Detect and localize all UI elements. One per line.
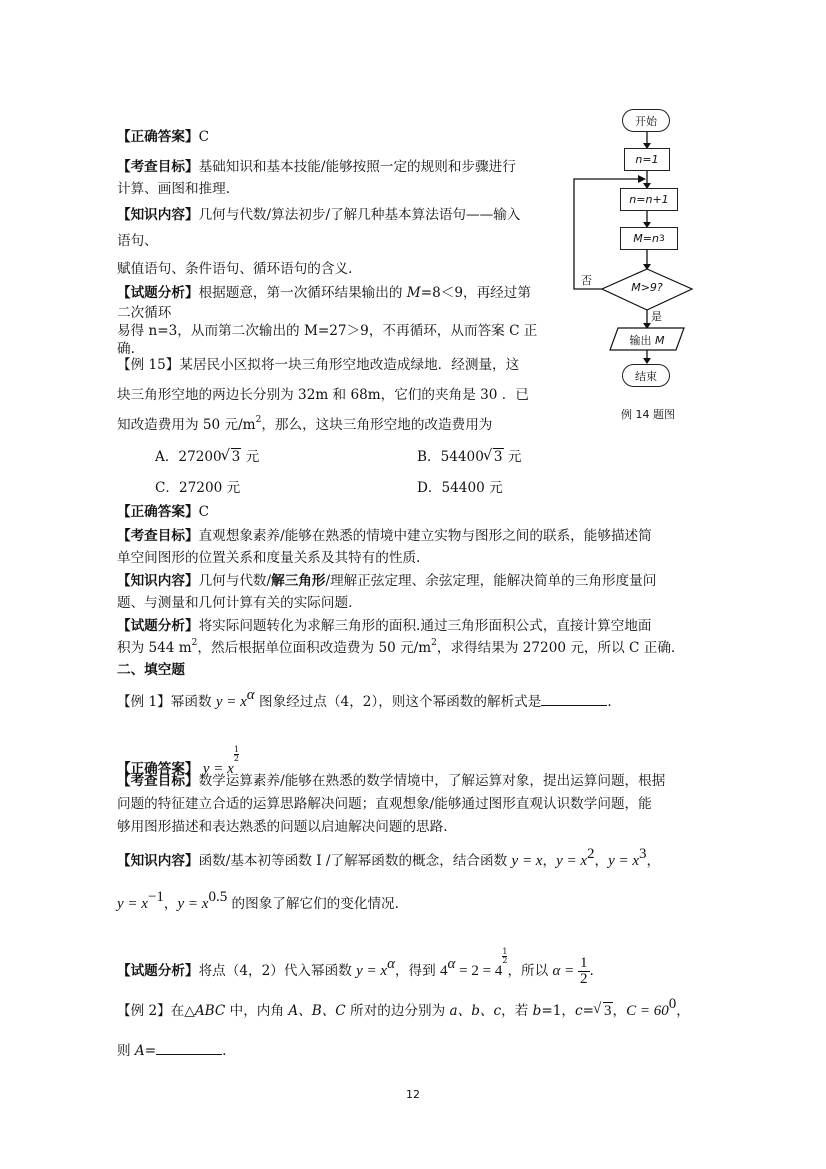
fill1-goal-line-2: 问题的特征建立合适的运算思路解决问题；直观想象/能够通过图形直观认识数学问题，能 (117, 796, 652, 812)
flow-end-label: 结束 (635, 369, 657, 383)
var-c: c (575, 1003, 583, 1019)
numerator: 1 (233, 745, 239, 754)
ex14-goal-line-2: 计算、画图和推理. (117, 181, 231, 197)
flowchart (570, 100, 720, 430)
goal-text: 数学运算素养/能够在熟悉的数学情境中，了解运算对象，提出运算问题，根据 (198, 773, 666, 789)
ex15-goal-line-2: 单空间图形的位置关系和度量关系及其特有的性质. (117, 550, 421, 566)
flow-condition-label: M>9? (631, 281, 663, 294)
knowledge-text: 几何与代数/ (198, 573, 272, 589)
func-2-exp: 2 (587, 846, 595, 862)
func-2: y = x (556, 853, 587, 869)
math-expr: 4 (440, 963, 448, 979)
answer-blank (541, 693, 607, 706)
math-expr: y = x (202, 761, 234, 777)
superscript: 2 (431, 638, 437, 648)
fill2-stem-line-1 (117, 996, 690, 1020)
radical (484, 448, 504, 466)
analysis-label: 【试题分析】 (117, 963, 199, 979)
fill1-knowledge-line-1: 【知识内容】函数/基本初等函数 I /了解幂函数的概念，结合函数 y = x，$y = x^2$，$y = x^3$， (117, 846, 661, 869)
ex15-goal-line-1 (117, 527, 652, 545)
ex14-knowledge-line-3: 赋值语句、条件语句、循环语句的含义. (117, 261, 353, 277)
ex14-analysis-line-2: 二次循环 (117, 305, 172, 321)
b-value: =1， (541, 1003, 575, 1019)
denominator: 2 (502, 956, 508, 965)
flow-assign: M=n 3 (620, 227, 678, 250)
fill2-stem-line-2 (117, 1042, 226, 1060)
answer-blank (156, 1042, 222, 1055)
option-label: D． (417, 480, 442, 496)
sides: a、b、c (449, 1003, 502, 1019)
equals: = (582, 1003, 595, 1019)
ex15-stem-line-3 (117, 416, 492, 434)
flow-output (610, 332, 684, 348)
knowledge-text: 函数/基本初等函数 I /了解幂函数的概念，结合函数 (198, 853, 512, 869)
fraction (578, 956, 590, 987)
stem-text: 中，内角 (225, 1003, 289, 1019)
option-value: 54400 (441, 480, 485, 496)
stem-text: 知改造费用为 50 元/m (117, 417, 256, 433)
denominator: 2 (580, 971, 588, 987)
degree-exp: 0 (668, 996, 677, 1012)
ex15-answer-line (117, 503, 209, 521)
analysis-text: 根据题意，第一次循环结果输出的 (198, 285, 407, 301)
section-title: 二、填空题 (117, 662, 185, 678)
flow-start (622, 109, 670, 132)
knowledge-label: 【知识内容】 (117, 573, 199, 589)
flow-init-label: n=1 (635, 153, 659, 166)
knowledge-label: 【知识内容】 (117, 207, 199, 223)
answer-label: 【正确答案】 (117, 761, 199, 777)
knowledge-emphasis: 解三角形 (271, 573, 326, 589)
option-c (155, 479, 240, 497)
var-M: M (406, 285, 421, 301)
option-value: 27200 (178, 449, 222, 465)
goal-text: 基础知识和基本技能/能够按照一定的规则和步骤进行 (198, 159, 516, 175)
flow-output-var: M (655, 334, 665, 347)
fill1-stem (117, 687, 612, 711)
goal-label: 【考查目标】 (117, 528, 199, 544)
answer-value: C (198, 504, 209, 520)
option-label: A． (155, 449, 179, 465)
knowledge-text: 几何与代数/算法初步/了解几种基本算法语句——输入 (198, 207, 521, 223)
ex15-stem-line-2: 块三角形空地的两边长分别为 32m 和 68m，它们的夹角是 30 ．已 (117, 387, 529, 403)
stem-text: . (607, 694, 612, 710)
stem-text: ， (612, 1003, 627, 1019)
option-d (417, 479, 503, 497)
flow-increment (620, 188, 678, 211)
analysis-text: 将实际问题转化为求解三角形的面积.通过三角形面积公式，直接计算空地面 (198, 618, 652, 634)
var-b: b (532, 1003, 542, 1019)
goal-text: 直观想象素养/能够在熟悉的情境中建立实物与图形之间的联系，能够描述简 (198, 528, 652, 544)
answer-label: 【正确答案】 (117, 504, 199, 520)
option-a (155, 448, 259, 466)
math-expr: C = 60 (626, 1003, 669, 1019)
analysis-text: ，然后根据单位面积改造费为 50 元/m (197, 640, 432, 656)
option-label: B． (417, 449, 441, 465)
flow-start-label: 开始 (635, 114, 657, 128)
option-unit: 元 (241, 449, 260, 465)
angles: A、B、C (288, 1003, 346, 1019)
page-number: 12 (406, 1088, 420, 1101)
exponent-fraction (234, 746, 239, 763)
answer-value: C (198, 129, 209, 145)
denominator: 2 (233, 754, 239, 763)
flowchart-caption: 例 14 题图 (621, 408, 675, 421)
func-3: y = x (608, 853, 640, 869)
radicand: 3 (493, 449, 503, 465)
radical (222, 448, 242, 466)
ex15-analysis-line-2 (117, 639, 675, 657)
ex14-goal-line-1 (117, 158, 516, 176)
ex14-analysis-line-3: 易得 n=3，从而第二次输出的 M=27＞9，不再循环，从而答案 C 正 (117, 323, 538, 339)
goal-label: 【考查目标】 (117, 773, 199, 789)
radicand: 3 (231, 449, 241, 465)
func-1: y = x (511, 853, 543, 869)
fill1-goal-line-1 (117, 772, 665, 790)
option-unit: 元 (484, 480, 503, 496)
equals: = (144, 1043, 157, 1059)
flow-no-label: 否 (581, 274, 592, 287)
triangle-abc: △ABC (184, 1003, 226, 1019)
knowledge-text: 的图象了解它们的变化情况. (227, 896, 399, 912)
fill1-goal-line-3: 够用图形描述和表达熟悉的问题以启迪解决问题的思路. (117, 819, 448, 835)
stem-text: ，那么，这块三角形空地的改造费用为 (261, 417, 493, 433)
func-4-exp: −1 (147, 889, 164, 905)
math-expr: y = x (215, 694, 247, 710)
math-expr: y = x (356, 963, 388, 979)
func-5: y = x (177, 896, 209, 912)
stem-text: 所对的边分别为 (345, 1003, 450, 1019)
stem-text: . (222, 1043, 227, 1059)
ex14-knowledge-line-1 (117, 206, 520, 224)
math-exp: α (447, 956, 456, 972)
analysis-text: ，得到 (394, 963, 441, 979)
analysis-text: ，求得结果为 27200 元，所以 C 正确. (436, 640, 676, 656)
option-value: 27200 (179, 480, 223, 496)
stem-text: 则 (117, 1043, 135, 1059)
flow-end (622, 364, 670, 387)
goal-label: 【考查目标】 (117, 159, 199, 175)
analysis-label: 【试题分析】 (117, 285, 199, 301)
ex14-answer-line (117, 128, 209, 146)
ex15-analysis-line-1 (117, 617, 651, 635)
stem-text: ，若 (501, 1003, 533, 1019)
ex14-analysis-line-4: 确. (117, 341, 135, 357)
fill1-knowledge-line-2: $y = x^{-1}$，$y = x^{0.5}$ 的图象了解它们的变化情况. (117, 889, 399, 912)
analysis-label: 【试题分析】 (117, 618, 199, 634)
ex14-analysis-line-1 (117, 284, 531, 302)
flow-init (624, 148, 670, 171)
func-5-exp: 0.5 (208, 889, 228, 905)
numerator: 1 (502, 947, 508, 956)
math-expr: α = (552, 963, 579, 979)
analysis-text: . (589, 963, 594, 979)
flow-yes-label: 是 (651, 310, 662, 323)
func-4: y = x (117, 896, 148, 912)
stem-text: 图象经过点（4，2），则这个幂函数的解析式是 (254, 694, 542, 710)
flow-increment-label: n=n+1 (629, 193, 669, 206)
func-3-exp: 3 (639, 846, 647, 862)
flow-condition (602, 281, 692, 294)
option-b (417, 448, 521, 466)
analysis-text: ，所以 (507, 963, 553, 979)
math-exp: α (387, 956, 395, 972)
var-A: A (134, 1043, 145, 1059)
knowledge-text: /理解正弦定理、余弦定理，能解决简单的三角形度量问 (325, 573, 657, 589)
analysis-text: =8＜9，再经过第 (420, 285, 531, 301)
stem-text: ， (676, 1003, 690, 1019)
knowledge-label: 【知识内容】 (117, 853, 199, 869)
math-exp: α (246, 687, 255, 703)
fill1-analysis-line (117, 948, 594, 987)
ex14-knowledge-line-2: 语句、 (117, 233, 158, 249)
option-value: 54400 (440, 449, 484, 465)
analysis-text: 将点（4，2）代入幂函数 (198, 963, 357, 979)
option-unit: 元 (503, 449, 522, 465)
option-unit: 元 (222, 480, 241, 496)
numerator: 1 (580, 955, 588, 971)
flow-assign-label: M=n (633, 232, 659, 245)
superscript: 2 (191, 638, 198, 648)
ex15-knowledge-line-2: 题、与测量和几何计算有关的实际问题. (117, 595, 353, 611)
flow-output-label: 输出 (629, 334, 655, 347)
analysis-text: 积为 544 m (117, 640, 192, 656)
stem-text: 【例 1】幂函数 (117, 694, 216, 710)
stem-text: 【例 2】在 (117, 1003, 185, 1019)
ex15-stem-line-1: 【例 15】某居民小区拟将一块三角形空地改造成绿地．经测量，这 (117, 357, 520, 373)
radical (594, 1002, 613, 1020)
superscript: 2 (255, 415, 262, 425)
ex15-knowledge-line-1 (117, 572, 656, 590)
option-label: C． (155, 480, 179, 496)
radicand: 3 (604, 1003, 612, 1019)
answer-label: 【正确答案】 (117, 129, 199, 145)
math-expr: = 2 = 4 (455, 963, 503, 979)
